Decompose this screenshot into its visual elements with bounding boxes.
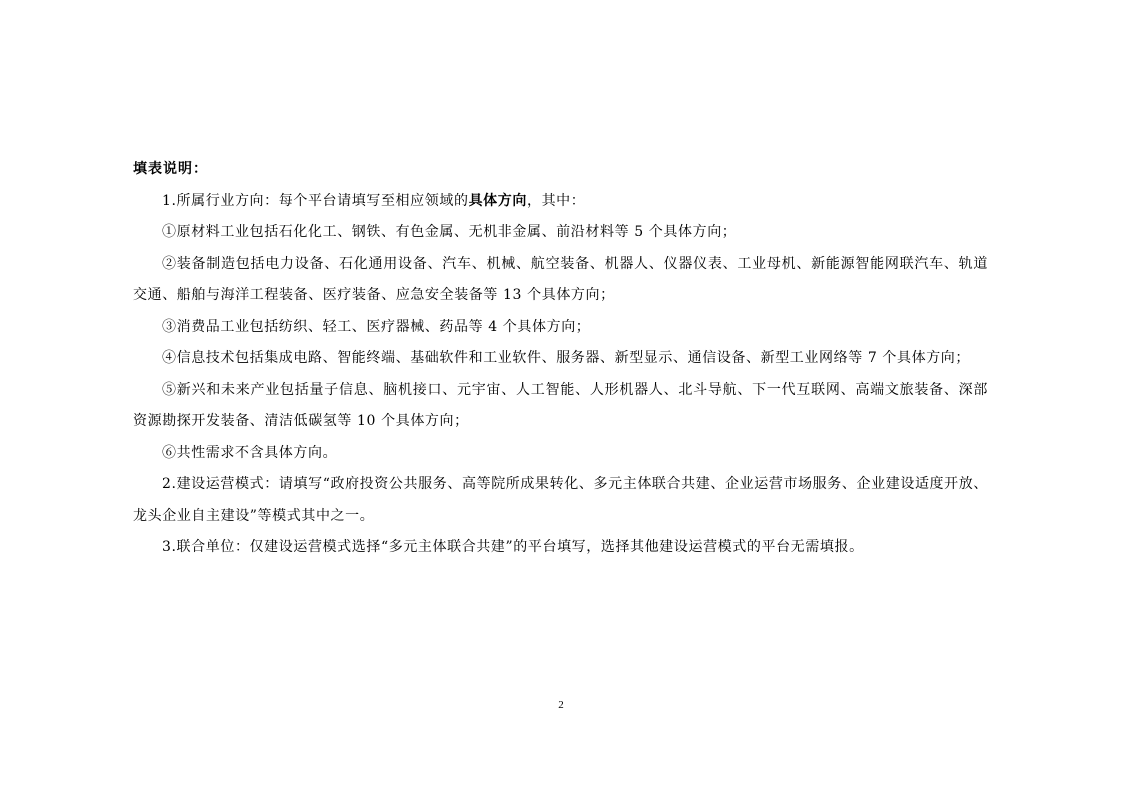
sub-item-consumer-goods: ③消费品工业包括纺织、轻工、医疗器械、药品等 4 个具体方向； [162,318,591,335]
item-industry-direction [133,186,988,218]
item-joint-units: 3.联合单位：仅建设运营模式选择“多元主体联合共建”的平台填写，选择其他建设运营模式的平台无需填报。 [162,539,864,555]
sub-item-equipment-manufacturing: ②装备制造包括电力设备、石化通用设备、汽车、机械、航空装备、机器人、仪器仪表、工业母机、新能源智能网联汽车、轨道交通、船舶与海洋工程装备、医疗装备、应急安全装备等 13 个具体方向； [133,255,988,303]
sub-item-raw-materials: ①原材料工业包括石化化工、钢铁、有色金属、无机非金属、前沿材料等 5 个具体方向； [162,224,737,240]
sub-item-emerging-industries: ⑤新兴和未来产业包括量子信息、脑机接口、元宇宙、人工智能、人形机器人、北斗导航、下一代互联网、高端文旅装备、深部资源勘探开发装备、清洁低碳氢等 10 个具体方向； [133,381,988,429]
item-industry-direction-prefix: 1.所属行业方向：每个平台请填写至相应领域的 [162,192,469,209]
item-industry-direction-suffix: ，其中： [526,192,586,209]
instructions-section [133,154,988,564]
item-industry-direction-emphasis: 具体方向 [468,192,527,209]
item-operation-mode: 2.建设运营模式：请填写“政府投资公共服务、高等院所成果转化、多元主体联合共建、企业运营市场服务、企业建设适度开放、龙头企业自主建设”等模式其中之一。 [133,476,988,524]
page-number: 2 [558,699,564,711]
sub-item-information-technology: ④信息技术包括集成电路、智能终端、基础软件和工业软件、服务器、新型显示、通信设备、新型工业网络等 7 个具体方向； [162,350,971,366]
instructions-heading: 填表说明： [133,161,208,177]
sub-item-common-needs: ⑥共性需求不含具体方向。 [162,444,338,461]
